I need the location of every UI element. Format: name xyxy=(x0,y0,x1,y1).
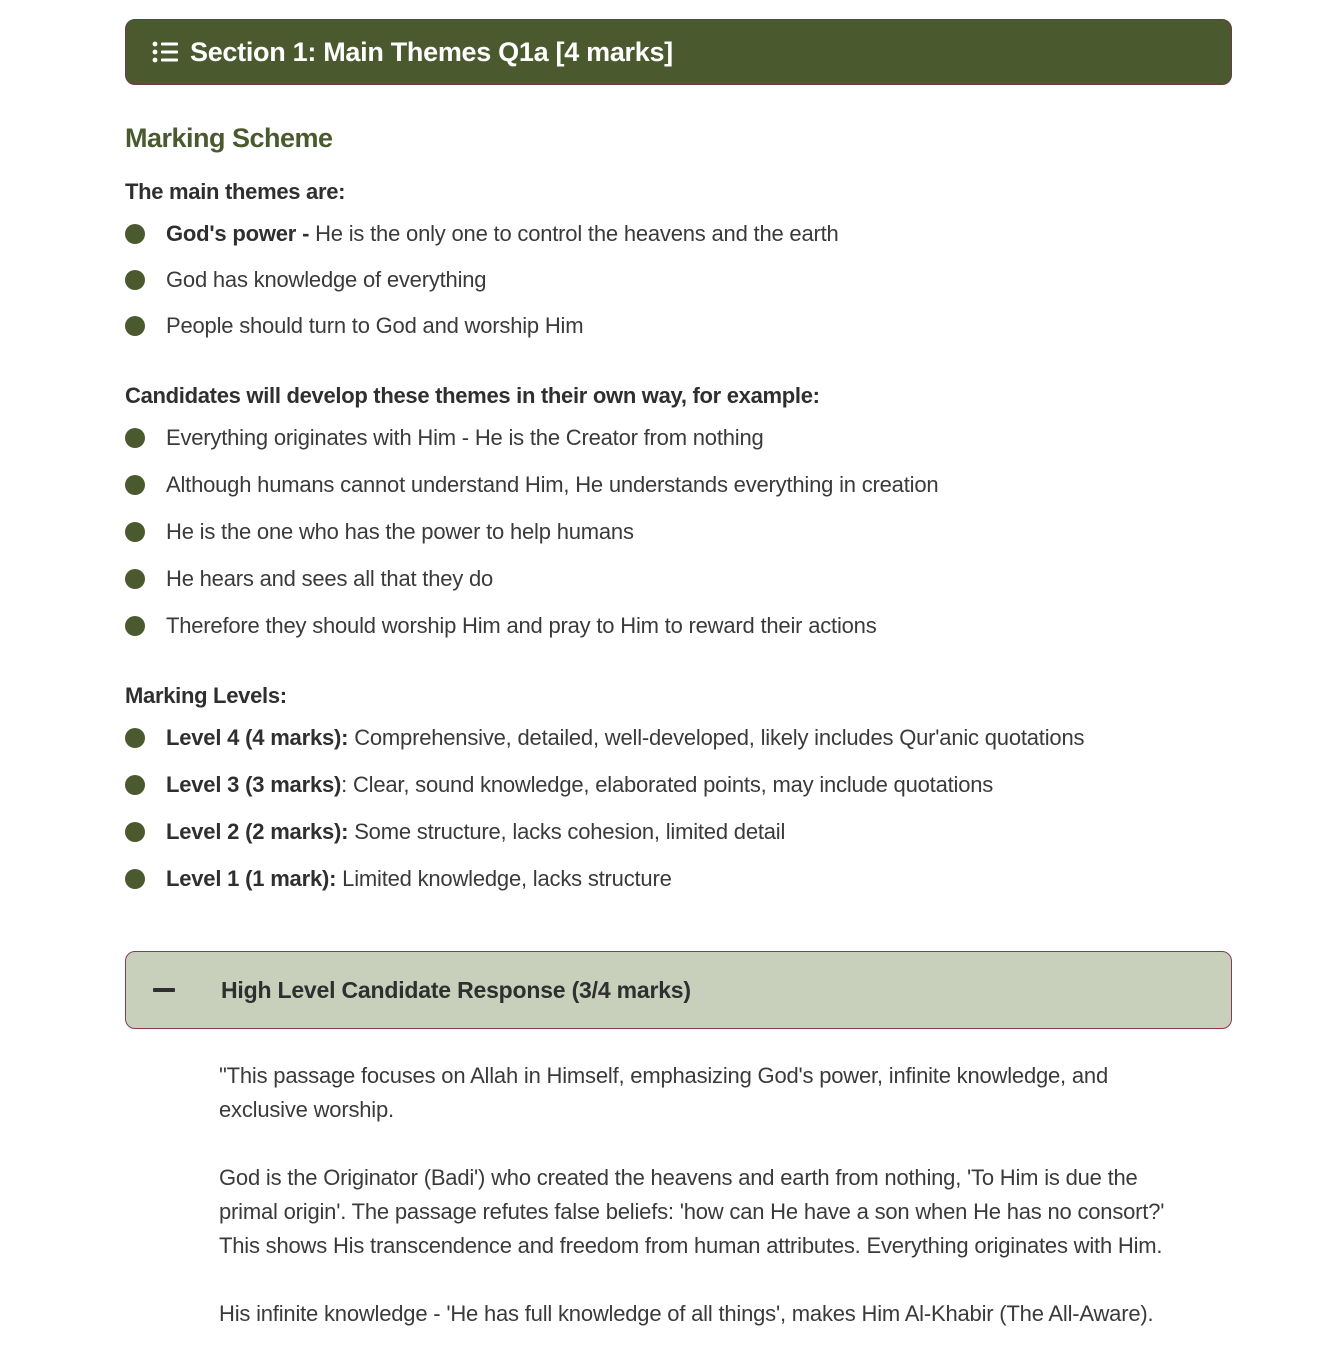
level-description: Limited knowledge, lacks structure xyxy=(336,866,672,891)
item-text: Everything originates with Him - He is the Creator from nothing xyxy=(166,425,764,450)
item-text: He hears and sees all that they do xyxy=(166,566,494,591)
response-body xyxy=(125,1059,1232,1331)
item-bold-label: God's power - xyxy=(166,221,316,246)
list-item xyxy=(125,864,1232,894)
section-header xyxy=(125,19,1232,85)
main-themes-lead: The main themes are: xyxy=(125,179,346,204)
marking-levels-list xyxy=(125,723,1232,894)
section-title: Section 1: Main Themes Q1a [4 marks] xyxy=(190,36,673,67)
item-text: He is the only one to control the heavens and the earth xyxy=(315,221,839,246)
bullet-icon xyxy=(125,270,145,290)
bullet-icon xyxy=(125,428,145,448)
bullet-icon xyxy=(125,224,145,244)
list-item xyxy=(125,770,1232,800)
list-item xyxy=(125,470,1232,500)
response-paragraph: His infinite knowledge - 'He has full knowledge of all things', makes Him Al-Khabir (The All-Aware). xyxy=(219,1301,1154,1326)
item-text: People should turn to God and worship Him xyxy=(166,313,584,338)
level-label: Level 2 (2 marks): xyxy=(166,819,349,844)
level-description: Some structure, lacks cohesion, limited detail xyxy=(348,819,786,844)
list-item xyxy=(125,817,1232,847)
level-label: Level 4 (4 marks): xyxy=(166,725,349,750)
item-text: Although humans cannot understand Him, He understands everything in creation xyxy=(166,472,939,497)
bullet-icon xyxy=(125,475,145,495)
item-text: Therefore they should worship Him and pray to Him to reward their actions xyxy=(166,613,877,638)
list-item xyxy=(125,311,1232,341)
list-icon xyxy=(152,40,180,64)
examples-list xyxy=(125,423,1232,641)
level-description: Comprehensive, detailed, well-developed, likely includes Qur'anic quotations xyxy=(348,725,1085,750)
bullet-icon xyxy=(125,775,145,795)
response-paragraph: God is the Originator (Badi') who created the heavens and earth from nothing, 'To Him is due the primal origin'. The passage refutes false beliefs: 'how can He have a son when He has no consort?' This shows His transcendence and freedom from human attributes. Everything originates with Him. xyxy=(219,1165,1165,1258)
list-item xyxy=(125,517,1232,547)
list-item xyxy=(125,611,1232,641)
item-text: God has knowledge of everything xyxy=(166,267,487,292)
response-title: High Level Candidate Response (3/4 marks) xyxy=(221,976,691,1003)
marking-levels-lead: Marking Levels: xyxy=(125,683,287,708)
minus-icon[interactable] xyxy=(153,988,175,992)
list-item xyxy=(125,219,1232,249)
page-content xyxy=(125,19,1232,1365)
bullet-icon xyxy=(125,616,145,636)
bullet-icon xyxy=(125,822,145,842)
list-item xyxy=(125,723,1232,753)
level-label: Level 3 (3 marks) xyxy=(166,772,342,797)
item-text: He is the one who has the power to help humans xyxy=(166,519,634,544)
bullet-icon xyxy=(125,728,145,748)
list-item xyxy=(125,423,1232,453)
response-paragraph: "This passage focuses on Allah in Himself, emphasizing God's power, infinite knowledge, and exclusive worship. xyxy=(219,1063,1108,1122)
examples-lead: Candidates will develop these themes in their own way, for example: xyxy=(125,383,820,408)
bullet-icon xyxy=(125,522,145,542)
bullet-icon xyxy=(125,869,145,889)
list-item xyxy=(125,265,1232,295)
marking-scheme-heading: Marking Scheme xyxy=(125,123,333,153)
response-accordion-header[interactable] xyxy=(125,951,1232,1029)
bullet-icon xyxy=(125,569,145,589)
bullet-icon xyxy=(125,316,145,336)
level-label: Level 1 (1 mark): xyxy=(166,866,337,891)
level-description: : Clear, sound knowledge, elaborated points, may include quotations xyxy=(341,772,994,797)
list-item xyxy=(125,564,1232,594)
main-themes-list xyxy=(125,219,1232,341)
